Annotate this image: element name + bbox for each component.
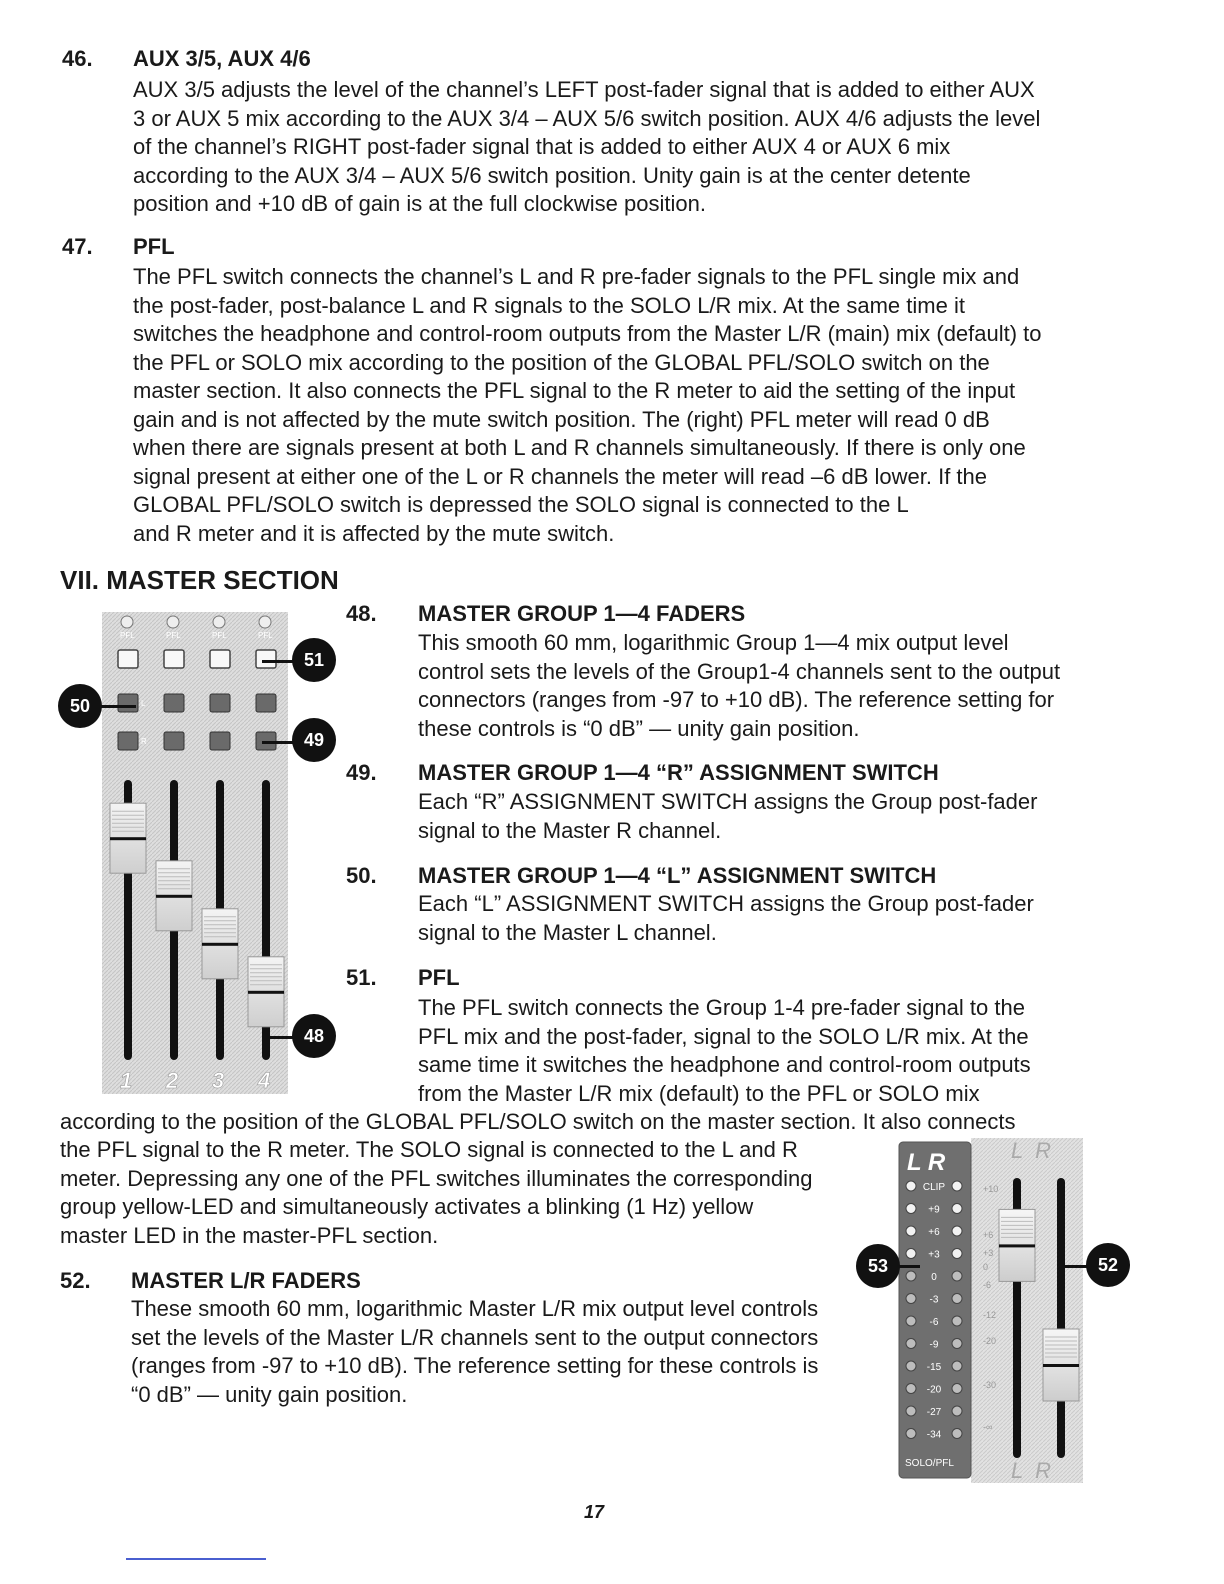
- item-49-number: 49.: [346, 760, 377, 785]
- text-line: The PFL switch connects the channel’s L and R pre-fader signals to the PFL single mix and: [133, 264, 1020, 289]
- text-line: meter. Depressing any one of the PFL switches illuminates the corresponding: [60, 1165, 813, 1191]
- section-title: VII. MASTER SECTION: [60, 565, 339, 595]
- scale-label: -6: [983, 1280, 992, 1290]
- text-line: 3 or AUX 5 mix according to the AUX 3/4 – AUX 5/6 switch position. AUX 4/6 adjusts the level: [133, 105, 1041, 131]
- fader-cap: [202, 909, 238, 979]
- item-47-number: 47.: [62, 234, 93, 259]
- item-49-title: MASTER GROUP 1—4 “R” ASSIGNMENT SWITCH: [418, 760, 939, 785]
- callout-53-leader: [898, 1265, 920, 1268]
- switch-letter: L: [141, 699, 146, 708]
- fader-cap: [156, 861, 192, 931]
- item-47-title: PFL: [133, 234, 175, 259]
- callout-49: 49: [292, 718, 336, 762]
- text-line: according to the AUX 3/4 – AUX 5/6 switch position. Unity gain is at the center detente: [133, 162, 971, 188]
- meter-label: -9: [929, 1339, 939, 1351]
- text-line: when there are signals present at both L and R channels simultaneously. If there is only one: [133, 435, 1026, 460]
- text-line: control sets the levels of the Group1-4 channels sent to the output: [418, 658, 1061, 684]
- item-49-body: [418, 788, 1158, 845]
- text-line: position and +10 dB of gain is at the full clockwise position.: [133, 191, 706, 216]
- meter-label: +3: [928, 1249, 940, 1261]
- strip-label: PFL: [166, 631, 181, 640]
- text-line: the PFL signal to the R meter. The SOLO signal is connected to the L and R: [60, 1137, 798, 1162]
- item-51-body-indented: [418, 994, 1158, 1108]
- scale-label: -30: [983, 1380, 997, 1390]
- text-line: “0 dB” — unity gain position.: [131, 1381, 408, 1407]
- text-line: signal to the Master R channel.: [418, 817, 722, 843]
- group-number: 3: [212, 1068, 225, 1093]
- text-line: set the levels of the Master L/R channels sent to the output connectors: [131, 1324, 819, 1350]
- text-line: master LED in the master-PFL section.: [60, 1222, 439, 1248]
- text-line: the PFL or SOLO mix according to the position of the GLOBAL PFL/SOLO switch on the: [133, 349, 990, 375]
- switch-letter: R: [141, 737, 147, 746]
- item-46-title: AUX 3/5, AUX 4/6: [133, 46, 311, 71]
- item-46-body: [133, 76, 1153, 219]
- master-fader-track: [1057, 1178, 1065, 1458]
- text-line: group yellow-LED and simultaneously activates a blinking (1 Hz) yellow: [60, 1194, 754, 1219]
- meter-label: -27: [926, 1407, 942, 1418]
- meter-label: CLIP: [922, 1182, 946, 1193]
- scale-label: -∞: [983, 1422, 993, 1432]
- text-line: signal to the Master L channel.: [418, 919, 717, 945]
- text-line: (ranges from -97 to +10 dB). The reference setting for these controls is: [131, 1353, 819, 1378]
- item-51-number: 51.: [346, 965, 377, 990]
- scale-label: 0: [983, 1262, 989, 1272]
- callout-53: 53: [856, 1244, 900, 1288]
- meter-label: -6: [929, 1317, 939, 1328]
- scale-label: -20: [983, 1336, 997, 1346]
- text-line: Each “R” ASSIGNMENT SWITCH assigns the Group post-fader: [418, 789, 1038, 814]
- fader-cap: [110, 803, 146, 873]
- master-lr-illustration: [895, 1138, 1085, 1483]
- meter-label: +9: [928, 1204, 940, 1216]
- scale-label: +3: [983, 1248, 994, 1258]
- text-line: connectors (ranges from -97 to +10 dB). The reference setting for: [418, 687, 1055, 712]
- meter-title: L R: [907, 1149, 946, 1176]
- text-line: and R meter and it is affected by the mute switch.: [133, 520, 615, 546]
- text-line: Each “L” ASSIGNMENT SWITCH assigns the Group post-fader: [418, 891, 1034, 916]
- text-line: AUX 3/5 adjusts the level of the channel’s LEFT post-fader signal that is added to either AUX: [133, 77, 1035, 102]
- text-line: GLOBAL PFL/SOLO switch is depressed the SOLO signal is connected to the L: [133, 492, 909, 517]
- item-51-title: PFL: [418, 965, 460, 990]
- callout-51: 51: [292, 638, 336, 682]
- text-line: the post-fader, post-balance L and R signals to the SOLO L/R mix. At the same time it: [133, 292, 965, 318]
- meter-label: 0: [931, 1272, 937, 1283]
- callout-51-leader: [262, 660, 294, 663]
- callout-48: 48: [292, 1014, 336, 1058]
- item-52-title: MASTER L/R FADERS: [131, 1268, 361, 1293]
- callout-50-leader: [96, 705, 136, 708]
- group-number: 4: [258, 1068, 271, 1093]
- item-50-number: 50.: [346, 863, 377, 888]
- callout-50: 50: [58, 684, 102, 728]
- top-letters: L R: [1011, 1138, 1051, 1163]
- item-48-number: 48.: [346, 601, 377, 626]
- text-line: gain and is not affected by the mute switch position. The (right) PFL meter will read 0 dB: [133, 406, 990, 432]
- item-47-body: [133, 263, 1153, 548]
- page-number: 17: [584, 1502, 605, 1522]
- text-line: of the channel’s RIGHT post-fader signal that is added to either AUX 4 or AUX 6 mix: [133, 134, 951, 159]
- meter-label: -15: [926, 1362, 942, 1373]
- meter-footer: SOLO/PFL: [905, 1458, 954, 1469]
- strip-label: PFL: [212, 631, 227, 640]
- item-52-body: [131, 1295, 891, 1409]
- meter-label: -3: [929, 1294, 939, 1306]
- text-line: PFL mix and the post-fader, signal to the SOLO L/R mix. At the: [418, 1023, 1029, 1049]
- item-51-body-left: [60, 1136, 890, 1250]
- item-46-number: 46.: [62, 46, 93, 71]
- strip-label: PFL: [258, 631, 273, 640]
- text-line: signal present at either one of the L or R channels the meter will read –6 dB lower. If the: [133, 463, 988, 489]
- meter-label: -34: [926, 1429, 942, 1441]
- text-line: These smooth 60 mm, logarithmic Master L/R mix output level controls: [131, 1296, 819, 1321]
- master-lr-figure: [895, 1138, 1085, 1483]
- scale-label: +10: [983, 1184, 999, 1194]
- text-line: these controls is “0 dB” — unity gain position.: [418, 715, 860, 741]
- scale-label: -12: [983, 1310, 997, 1320]
- meter-label: +6: [928, 1227, 940, 1238]
- item-48-title: MASTER GROUP 1—4 FADERS: [418, 601, 746, 626]
- bottom-letters: L R: [1011, 1458, 1051, 1483]
- text-line: same time it switches the headphone and control-room outputs: [418, 1052, 1031, 1077]
- callout-48-leader: [262, 1036, 294, 1039]
- strip-label: PFL: [120, 631, 135, 640]
- text-line: from the Master L/R mix (default) to the PFL or SOLO mix: [418, 1080, 980, 1106]
- group-number: 2: [166, 1068, 179, 1093]
- scale-label: +6: [983, 1230, 994, 1240]
- group-number: 1: [120, 1068, 133, 1093]
- text-line: switches the headphone and control-room outputs from the Master L/R (main) mix (default) to: [133, 321, 1042, 346]
- callout-52: 52: [1086, 1243, 1130, 1287]
- master-fader-cap: [999, 1209, 1035, 1281]
- fader-cap: [248, 957, 284, 1027]
- item-52-number: 52.: [60, 1268, 91, 1293]
- item-50-title: MASTER GROUP 1—4 “L” ASSIGNMENT SWITCH: [418, 863, 937, 888]
- item-50-body: [418, 890, 1158, 947]
- callout-49-leader: [262, 741, 294, 744]
- text-line: This smooth 60 mm, logarithmic Group 1—4 mix output level: [418, 630, 1009, 655]
- footer-rule: [126, 1558, 266, 1560]
- item-48-body: [418, 629, 1158, 743]
- meter-label: -20: [926, 1384, 942, 1396]
- master-fader-cap: [1043, 1329, 1079, 1401]
- text-line: The PFL switch connects the Group 1-4 pre-fader signal to the: [418, 995, 1025, 1020]
- item-51-body-full: according to the position of the GLOBAL PFL/SOLO switch on the master section. It also connects: [60, 1109, 1016, 1134]
- text-line: master section. It also connects the PFL signal to the R meter to aid the setting of the input: [133, 378, 1016, 403]
